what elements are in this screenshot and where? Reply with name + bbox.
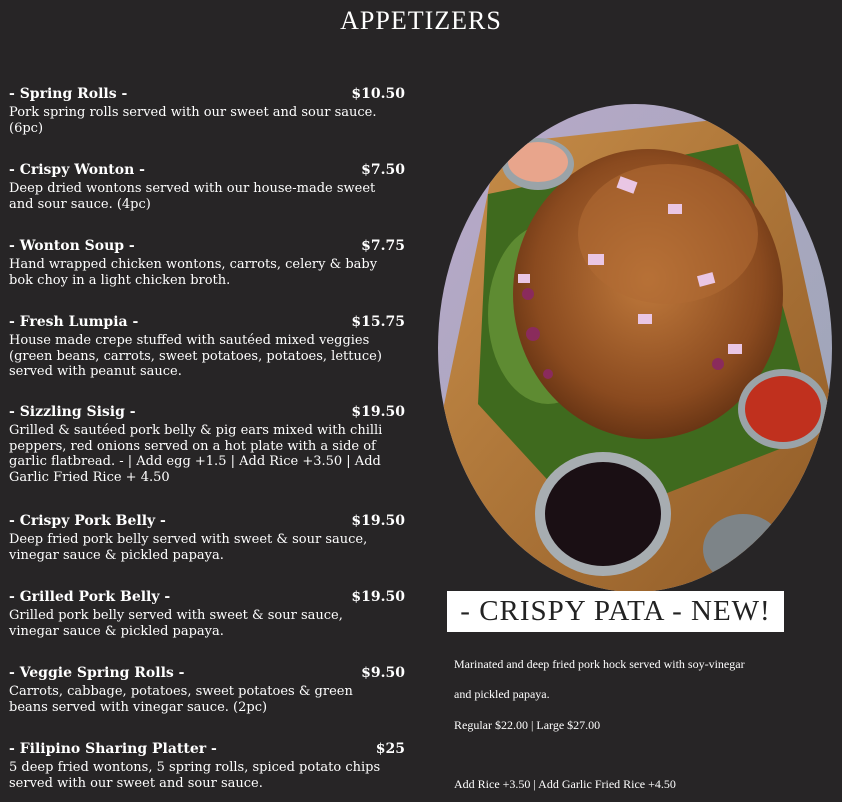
item-price: $15.75 [351, 314, 405, 330]
item-price: $10.50 [351, 86, 405, 102]
item-name: Fresh Lumpia [19, 314, 128, 330]
menu-item: - Wonton Soup - $7.75 Hand wrapped chicken wontons, carrots, celery & baby bok choy in a light chicken broth. [9, 238, 405, 288]
item-name: Wonton Soup [19, 238, 125, 254]
item-description: Hand wrapped chicken wontons, carrots, celery & baby bok choy in a light chicken broth. [9, 257, 378, 288]
food-illustration [438, 104, 832, 592]
item-description: Grilled & sautéed pork belly & pig ears mixed with chilli peppers, red onions served on a hot plate with a side of garlic flatbread. - | Add egg +1.5 | Add Rice +3.50 | Add Garlic Fried Rice + 4.50 [9, 423, 383, 485]
item-name: Crispy Pork Belly [19, 513, 156, 529]
item-name: Filipino Sharing Platter [19, 741, 207, 757]
item-description: Carrots, cabbage, potatoes, sweet potatoes & green beans served with vinegar sauce. (2pc) [9, 684, 353, 715]
item-price: $9.50 [361, 665, 405, 681]
menu-item: - Fresh Lumpia - $15.75 House made crepe stuffed with sautéed mixed veggies (green beans, carrots, sweet potatoes, potatoes, lettuce) served with peanut sauce. [9, 314, 405, 379]
featured-description-line2: and pickled papaya. [454, 687, 550, 701]
item-name: Sizzling Sisig [19, 404, 125, 420]
item-name: Veggie Spring Rolls [19, 665, 174, 681]
menu-item: - Veggie Spring Rolls - $9.50 Carrots, cabbage, potatoes, sweet potatoes & green beans served with vinegar sauce. (2pc) [9, 665, 405, 715]
item-description: Deep fried pork belly served with sweet & sour sauce, vinegar sauce & pickled papaya. [9, 532, 368, 563]
crispy-pata-photo [438, 104, 832, 592]
featured-banner: - CRISPY PATA - NEW! [447, 591, 784, 632]
item-name: Grilled Pork Belly [19, 589, 160, 605]
menu-item: - Filipino Sharing Platter - $25 5 deep fried wontons, 5 spring rolls, spiced potato chips served with our sweet and sour sauce. [9, 741, 405, 791]
item-description: 5 deep fried wontons, 5 spring rolls, spiced potato chips served with our sweet and sour sauce. [9, 760, 381, 791]
item-name: Crispy Wonton [19, 162, 135, 178]
featured-description-line1: Marinated and deep fried pork hock served with soy-vinegar [454, 657, 745, 671]
item-price: $19.50 [351, 513, 405, 529]
page-title: APPETIZERS [340, 6, 502, 35]
item-description: House made crepe stuffed with sautéed mixed veggies (green beans, carrots, sweet potatoes, potatoes, lettuce) served with peanut sauce. [9, 333, 382, 379]
item-price: $19.50 [351, 589, 405, 605]
menu-item: - Crispy Pork Belly - $19.50 Deep fried pork belly served with sweet & sour sauce, vinegar sauce & pickled papaya. [9, 513, 405, 563]
featured-prices: Regular $22.00 | Large $27.00 [454, 718, 601, 732]
menu-item: - Grilled Pork Belly - $19.50 Grilled pork belly served with sweet & sour sauce, vinegar sauce & pickled papaya. [9, 589, 405, 639]
item-description: Pork spring rolls served with our sweet and sour sauce.(6pc) [9, 105, 377, 136]
item-price: $7.75 [361, 238, 405, 254]
featured-addons: Add Rice +3.50 | Add Garlic Fried Rice +4.50 [454, 777, 676, 791]
menu-item: - Sizzling Sisig - $19.50 Grilled & sautéed pork belly & pig ears mixed with chilli peppers, red onions served on a hot plate with a side of garlic flatbread. - | Add egg +1.5 | Add Rice +3.50 | Add Garlic Fried Rice + 4.50 [9, 404, 405, 485]
menu-item: - Crispy Wonton - $7.50 Deep dried wontons served with our house-made sweet and sour sauce. (4pc) [9, 162, 405, 212]
item-price: $7.50 [361, 162, 405, 178]
item-name: Spring Rolls [19, 86, 117, 102]
item-price: $19.50 [351, 404, 405, 420]
item-price: $25 [375, 741, 405, 757]
menu-item: - Spring Rolls - $10.50 Pork spring rolls served with our sweet and sour sauce.(6pc) [9, 86, 405, 136]
item-description: Grilled pork belly served with sweet & sour sauce, vinegar sauce & pickled papaya. [9, 608, 343, 639]
item-description: Deep dried wontons served with our house-made sweet and sour sauce. (4pc) [9, 181, 376, 212]
